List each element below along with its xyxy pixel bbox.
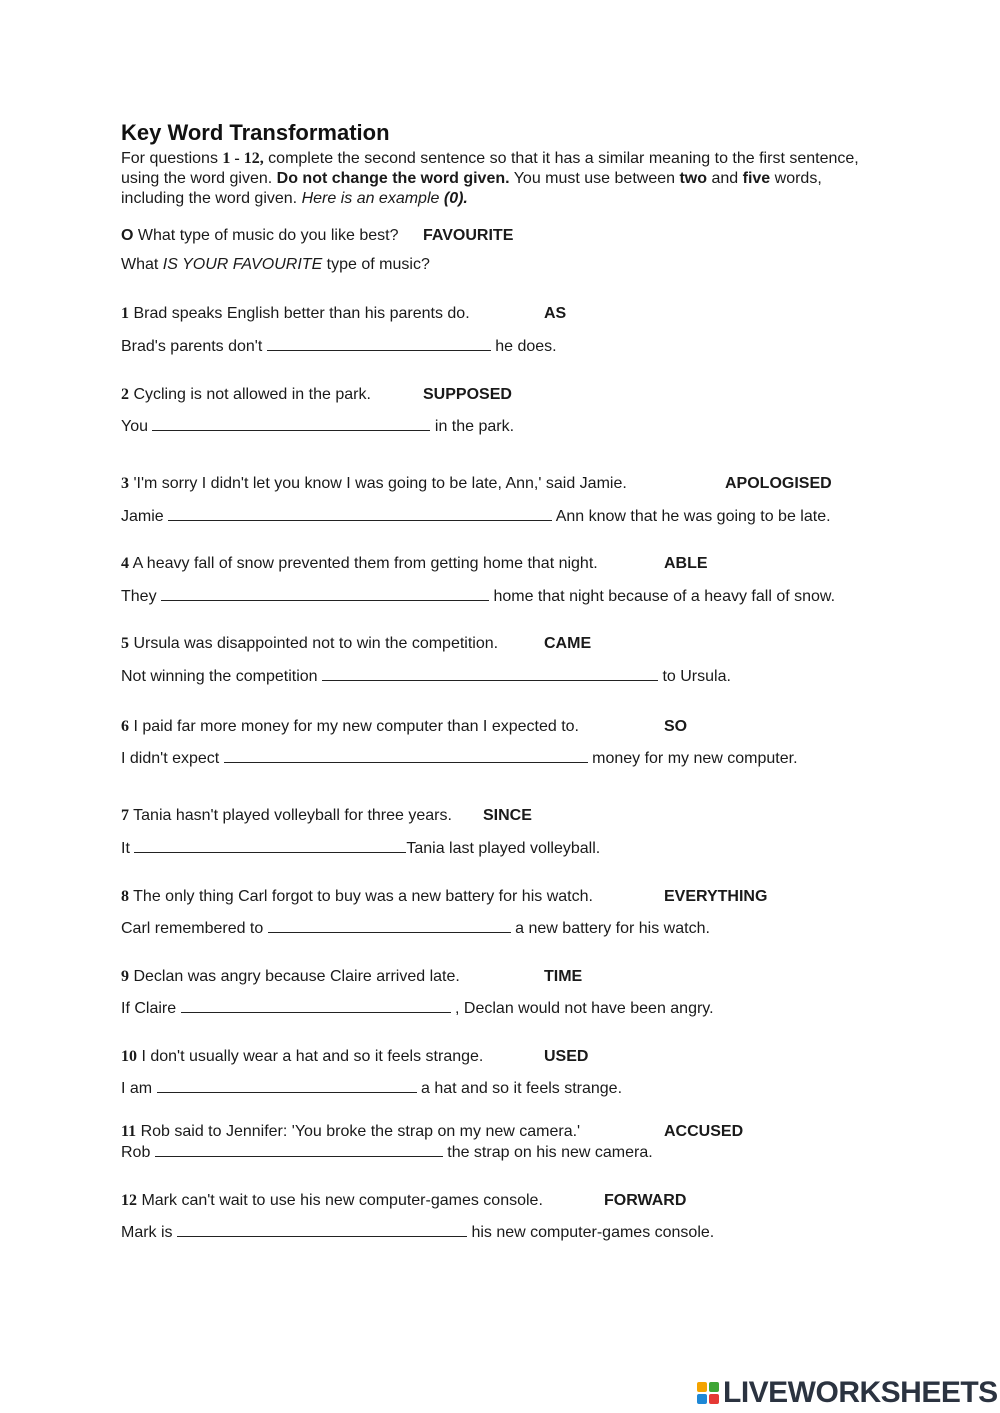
answer-line — [121, 505, 831, 527]
question-sentence — [121, 1122, 580, 1142]
question-number: 7 — [121, 807, 129, 824]
example-ref: (0). — [443, 190, 468, 207]
answer-prefix: I didn't expect — [121, 750, 224, 767]
instructions-text: For questions — [121, 150, 223, 167]
answer-line — [121, 837, 600, 859]
answer-suffix: in the park. — [430, 418, 515, 435]
key-word: ABLE — [664, 555, 708, 572]
instructions-text: words, including the word given. — [121, 170, 822, 207]
answer-suffix: money for my new computer. — [587, 750, 798, 767]
answer-blank[interactable] — [177, 1221, 467, 1237]
instructions-emphasis: Do not change the word given. — [276, 170, 510, 187]
question-text: Ursula was disappointed not to win the competition. — [129, 635, 499, 652]
question-sentence — [121, 385, 371, 405]
question-text: Mark can't wait to use his new computer-games console. — [137, 1192, 543, 1209]
key-word: AS — [544, 305, 567, 322]
answer-blank[interactable] — [134, 837, 406, 853]
key-word: APOLOGISED — [725, 475, 832, 492]
question-number: 10 — [121, 1048, 137, 1065]
logo-square — [697, 1382, 707, 1392]
question-number: 11 — [121, 1123, 137, 1140]
logo-square — [709, 1382, 719, 1392]
worksheet-title: Key Word Transformation — [121, 120, 390, 145]
question-number: 3 — [121, 475, 129, 492]
example-number: O — [121, 227, 134, 244]
answer-prefix: Rob — [121, 1144, 155, 1161]
answer-suffix: Tania last played volleyball. — [406, 840, 601, 857]
question-number: 5 — [121, 635, 129, 652]
instructions — [121, 149, 861, 209]
question-text: Declan was angry because Claire arrived late. — [129, 968, 460, 985]
question-sentence — [121, 806, 452, 826]
answer-line — [121, 585, 835, 607]
answer-line — [121, 1141, 653, 1163]
logo-grid-icon — [697, 1382, 719, 1404]
answer-blank[interactable] — [161, 585, 489, 601]
answer-line — [121, 747, 798, 769]
key-word: SUPPOSED — [423, 386, 512, 403]
question-number: 8 — [121, 888, 129, 905]
answer-suffix: , Declan would not have been angry. — [450, 1000, 714, 1017]
question-text: Brad speaks English better than his parents do. — [129, 305, 470, 322]
key-word: SO — [664, 718, 688, 735]
answer-line — [121, 415, 514, 437]
answer-blank[interactable] — [181, 997, 451, 1013]
answer-prefix: Carl remembered to — [121, 920, 268, 937]
answer-line — [121, 1221, 714, 1243]
question-text: Tania hasn't played volleyball for three years. — [129, 807, 452, 824]
answer-prefix: I am — [121, 1080, 157, 1097]
answer-blank[interactable] — [267, 335, 491, 351]
answer-line — [121, 997, 714, 1019]
question-sentence — [121, 474, 627, 494]
answer-prefix: They — [121, 588, 162, 605]
answer-prefix: It — [121, 840, 135, 857]
answer-prefix: Brad's parents don't — [121, 338, 267, 355]
logo-text: LIVEWORKSHEETS — [723, 1376, 998, 1409]
answer-blank[interactable] — [157, 1077, 417, 1093]
instructions-emphasis: two — [679, 170, 708, 187]
key-word: EVERYTHING — [664, 888, 768, 905]
answer-suffix: he does. — [490, 338, 557, 355]
answer-suffix: the strap on his new camera. — [442, 1144, 653, 1161]
answer-blank[interactable] — [168, 505, 552, 521]
question-text: I don't usually wear a hat and so it feels strange. — [137, 1048, 484, 1065]
question-sentence — [121, 1191, 543, 1211]
answer-blank[interactable] — [155, 1141, 443, 1157]
question-sentence — [121, 1047, 483, 1067]
answer-blank[interactable] — [268, 917, 511, 933]
question-sentence — [121, 554, 598, 574]
answer-prefix: Mark is — [121, 1224, 177, 1241]
question-number: 9 — [121, 968, 129, 985]
example-text: What type of music do you like best? — [133, 227, 399, 244]
key-word: USED — [544, 1048, 589, 1065]
logo-square — [697, 1394, 707, 1404]
answer-line — [121, 917, 710, 939]
instructions-text: and — [707, 170, 743, 187]
answer-line — [121, 665, 731, 687]
question-number: 2 — [121, 386, 129, 403]
answer-line — [121, 1077, 622, 1099]
question-number: 12 — [121, 1192, 137, 1209]
key-word: SINCE — [483, 807, 532, 824]
answer-suffix: home that night because of a heavy fall of snow. — [489, 588, 836, 605]
question-sentence — [121, 634, 498, 654]
answer-suffix: a new battery for his watch. — [510, 920, 710, 937]
instructions-text: You must use between — [509, 170, 680, 187]
key-word: FORWARD — [604, 1192, 687, 1209]
instructions-emphasis: five — [742, 170, 771, 187]
answer-suffix: Ann know that he was going to be late. — [552, 508, 831, 525]
answer-blank[interactable] — [152, 415, 430, 431]
key-word: TIME — [544, 968, 583, 985]
question-number: 1 — [121, 305, 129, 322]
question-text: The only thing Carl forgot to buy was a new battery for his watch. — [129, 888, 593, 905]
question-range: 1 - 12, — [222, 150, 264, 167]
instructions-text: complete the second sentence so that it has a similar meaning to the first sentence, using the word given. — [121, 150, 859, 187]
answer-prefix: If Claire — [121, 1000, 181, 1017]
logo-square — [709, 1394, 719, 1404]
example-answer — [121, 255, 430, 275]
example-answer-text: What — [121, 256, 163, 273]
answer-suffix: a hat and so it feels strange. — [416, 1080, 623, 1097]
question-number: 4 — [121, 555, 129, 572]
instructions-example-note: Here is an example — [301, 190, 444, 207]
key-word: CAME — [544, 635, 592, 652]
question-text: Cycling is not allowed in the park. — [129, 386, 371, 403]
example-answer-fill: IS YOUR FAVOURITE — [162, 256, 323, 273]
example-sentence — [121, 226, 398, 246]
answer-line — [121, 335, 557, 357]
answer-suffix: to Ursula. — [658, 668, 731, 685]
question-sentence — [121, 717, 579, 737]
key-word: ACCUSED — [664, 1123, 744, 1140]
answer-suffix: his new computer-games console. — [467, 1224, 715, 1241]
example-key-word: FAVOURITE — [423, 227, 514, 244]
question-text: A heavy fall of snow prevented them from getting home that night. — [129, 555, 598, 572]
question-sentence — [121, 967, 460, 987]
answer-prefix: Not winning the competition — [121, 668, 322, 685]
question-text: I paid far more money for my new computer than I expected to. — [129, 718, 579, 735]
question-sentence — [121, 887, 593, 907]
answer-blank[interactable] — [322, 665, 658, 681]
answer-prefix: Jamie — [121, 508, 169, 525]
answer-prefix: You — [121, 418, 153, 435]
question-text: 'I'm sorry I didn't let you know I was going to be late, Ann,' said Jamie. — [129, 475, 627, 492]
question-text: Rob said to Jennifer: 'You broke the strap on my new camera.' — [136, 1123, 581, 1140]
liveworksheets-logo — [697, 1378, 998, 1408]
answer-blank[interactable] — [224, 747, 588, 763]
example-answer-text: type of music? — [322, 256, 430, 273]
question-sentence — [121, 304, 470, 324]
question-number: 6 — [121, 718, 129, 735]
